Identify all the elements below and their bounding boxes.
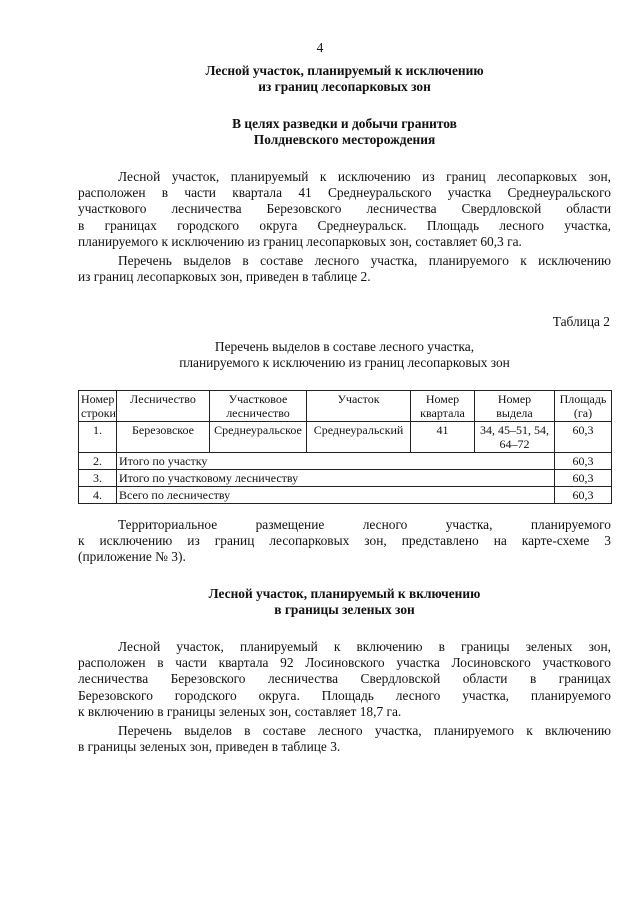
page-number: 4 xyxy=(316,40,324,55)
header-quarter: Номер квартала xyxy=(411,391,475,422)
cell-row-number: 1. xyxy=(79,422,117,453)
table-title-line: планируемого к исключению из границ лесопарковых зон xyxy=(179,355,510,371)
table-title-line: Перечень выделов в составе лесного участка, xyxy=(214,339,475,354)
title-line: Лесной участок, планируемый к исключению xyxy=(205,63,484,78)
table-header-row xyxy=(79,391,612,422)
cell-row-number: 3. xyxy=(79,470,117,487)
text-line: Перечень выделов в составе лесного участка, планируемого к включению xyxy=(118,723,611,738)
text-line: участкового лесничества Березовского лесничества Свердловской области xyxy=(78,201,611,217)
cell-row-number: 4. xyxy=(79,487,117,504)
cell-total-label: Итого по участку xyxy=(117,453,555,470)
text-line: в границы зеленых зон, приведен в таблице 3. xyxy=(78,739,341,755)
header-area: Площадь (га) xyxy=(555,391,612,422)
cell-section: Среднеуральский xyxy=(307,422,411,453)
subtitle-line: В целях разведки и добычи гранитов xyxy=(232,116,457,131)
table-total-row xyxy=(79,453,612,470)
header-row-number: Номер строки xyxy=(79,391,117,422)
header-section: Участок xyxy=(307,391,411,422)
paragraph-inclusion-list-ref xyxy=(78,723,611,755)
cell-area: 60,3 xyxy=(555,470,612,487)
text-line: к исключению из границ лесопарковых зон, представлено на карте-схеме 3 xyxy=(78,533,611,549)
cell-area: 60,3 xyxy=(555,487,612,504)
section-title-inclusion xyxy=(78,586,611,618)
table-title xyxy=(78,339,611,371)
paragraph-map-reference xyxy=(78,517,611,566)
table-total-row xyxy=(79,470,612,487)
cell-area: 60,3 xyxy=(555,422,612,453)
table-label: Таблица 2 xyxy=(552,314,610,329)
section-subtitle-granite xyxy=(78,116,611,148)
table-row xyxy=(79,422,612,453)
text-line: в границах городского округа Среднеуральск. Площадь лесного участка, xyxy=(78,217,611,233)
text-line: Лесной участок, планируемый к исключению из границ лесопарковых зон, xyxy=(118,169,611,184)
table-total-row xyxy=(79,487,612,504)
cell-plots: 34, 45–51, 54, 64–72 xyxy=(475,422,555,453)
text-line: из границ лесопарковых зон, приведен в таблице 2. xyxy=(78,269,371,285)
header-district-forestry: Участковое лесничество xyxy=(210,391,307,422)
text-line: планируемого к исключению из границ лесопарковых зон, составляет 60,3 га. xyxy=(78,233,522,249)
text-line: к включению в границы зеленых зон, составляет 18,7 га. xyxy=(78,703,402,719)
header-plot: Номер выдела xyxy=(475,391,555,422)
title-line: Лесной участок, планируемый к включению xyxy=(208,586,481,601)
header-forestry: Лесничество xyxy=(117,391,210,422)
text-line: расположен в части квартала 41 Среднеуральского участка Среднеуральского xyxy=(78,185,611,201)
plots-table xyxy=(78,390,612,504)
paragraph-exclusion-list-ref xyxy=(78,253,611,285)
text-line: лесничества Березовского лесничества Свердловской области в границах xyxy=(78,671,611,687)
paragraph-inclusion-location xyxy=(78,639,611,720)
text-line: расположен в части квартала 92 Лосиновского участка Лосиновского участкового xyxy=(78,655,611,671)
cell-area: 60,3 xyxy=(555,453,612,470)
cell-total-label: Итого по участковому лесничеству xyxy=(117,470,555,487)
paragraph-exclusion-location xyxy=(78,169,611,250)
text-line: Территориальное размещение лесного участка, планируемого xyxy=(118,517,611,532)
text-line: Лесной участок, планируемый к включению в границы зеленых зон, xyxy=(118,639,611,654)
title-line: в границы зеленых зон xyxy=(274,602,415,618)
title-line: из границ лесопарковых зон xyxy=(258,79,431,95)
cell-row-number: 2. xyxy=(79,453,117,470)
cell-district-forestry: Среднеуральское xyxy=(210,422,307,453)
cell-forestry: Березовское xyxy=(117,422,210,453)
cell-total-label: Всего по лесничеству xyxy=(117,487,555,504)
text-line: Перечень выделов в составе лесного участка, планируемого к исключению xyxy=(118,253,611,268)
section-title-exclusion xyxy=(78,63,611,95)
text-line: (приложение № 3). xyxy=(78,549,186,565)
cell-quarter: 41 xyxy=(411,422,475,453)
subtitle-line: Полдневского месторождения xyxy=(253,132,436,148)
text-line: Березовского городского округа. Площадь лесного участка, планируемого xyxy=(78,687,611,703)
